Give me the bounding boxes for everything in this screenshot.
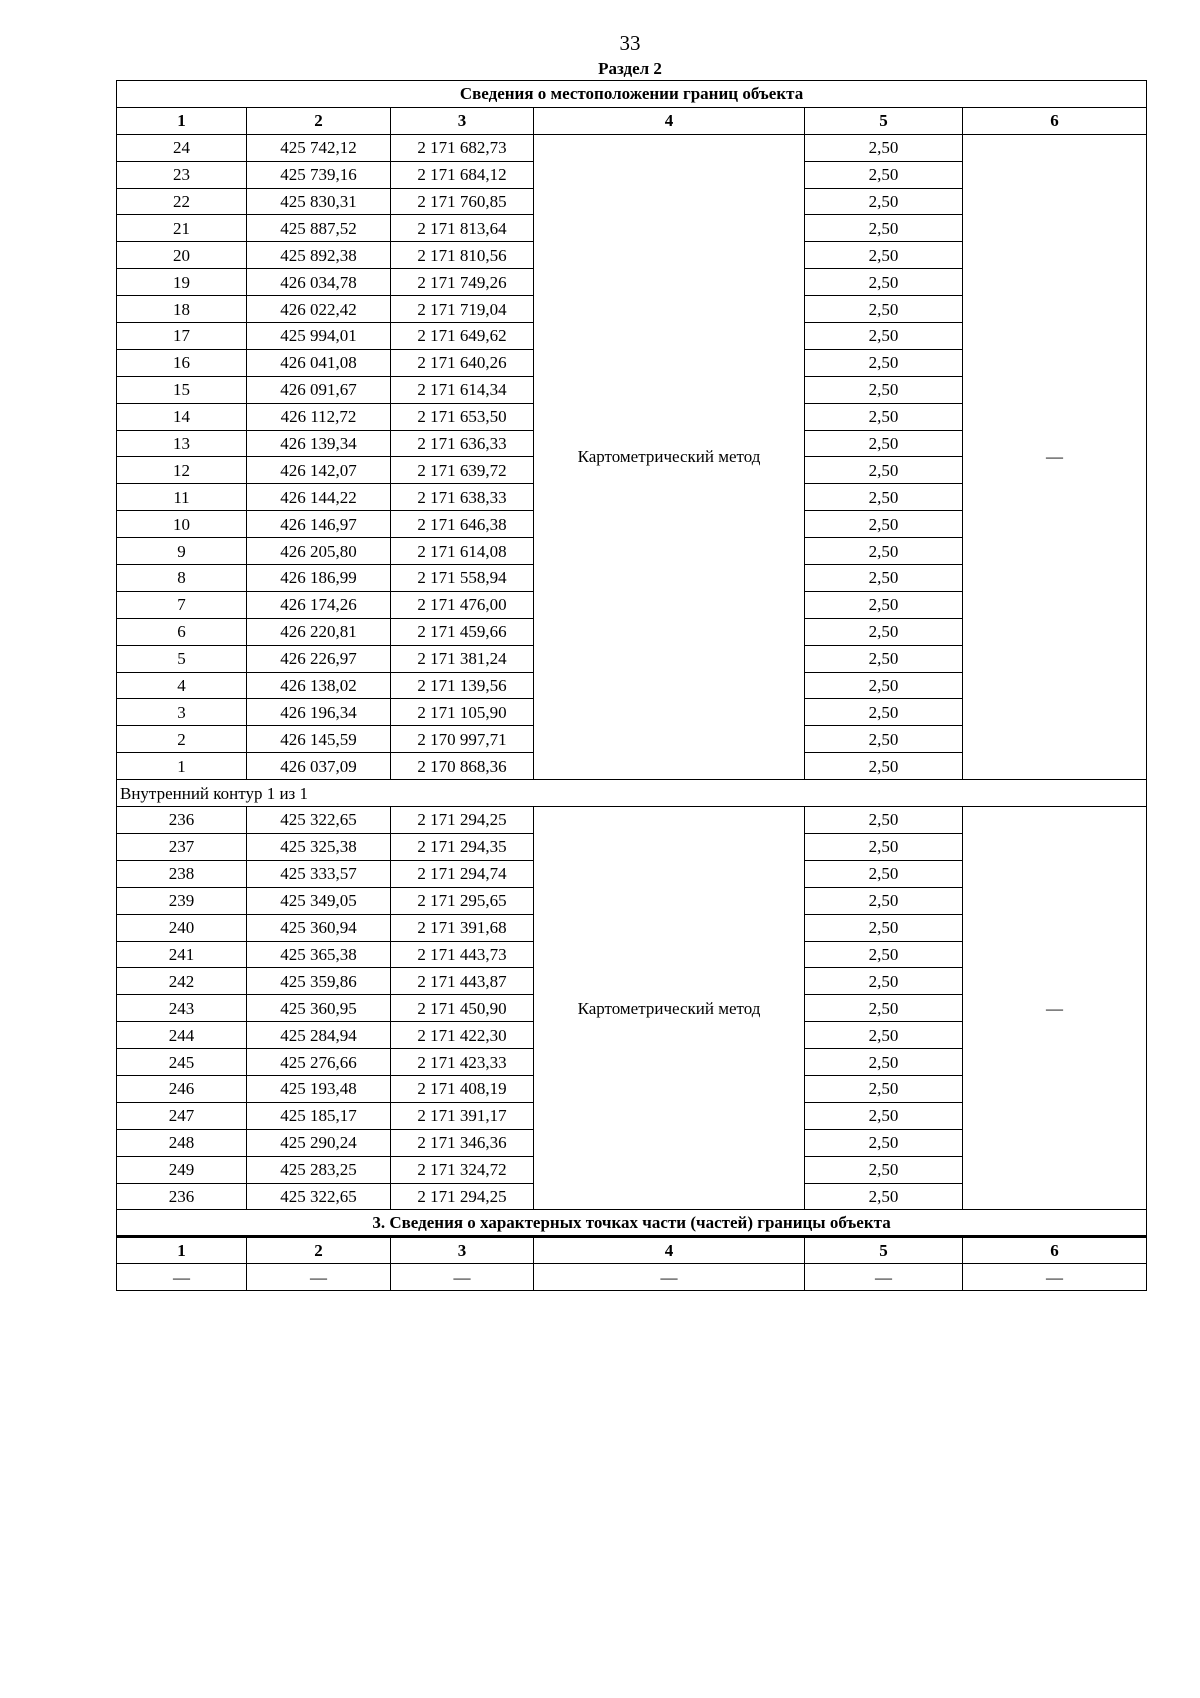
coordinate-y: 2 170 997,71 — [391, 726, 534, 753]
point-number: 14 — [117, 403, 247, 430]
point-number: 239 — [117, 887, 247, 914]
coordinate-x: 425 322,65 — [247, 1183, 391, 1210]
column-header: 5 — [805, 1237, 963, 1264]
point-number: 244 — [117, 1022, 247, 1049]
accuracy-value: 2,50 — [805, 618, 963, 645]
coordinate-x: 425 325,38 — [247, 833, 391, 860]
point-number: 2 — [117, 726, 247, 753]
coordinate-x: 425 333,57 — [247, 860, 391, 887]
coordinate-y: 2 171 422,30 — [391, 1022, 534, 1049]
accuracy-value: 2,50 — [805, 565, 963, 592]
coordinate-x: 425 322,65 — [247, 807, 391, 834]
point-number: 247 — [117, 1102, 247, 1129]
coordinate-y: 2 171 391,68 — [391, 914, 534, 941]
point-number: 18 — [117, 296, 247, 323]
column-header: 3 — [391, 107, 534, 134]
column-header: 6 — [963, 107, 1147, 134]
accuracy-value: 2,50 — [805, 699, 963, 726]
empty-cell: — — [805, 1264, 963, 1291]
point-number: 236 — [117, 1183, 247, 1210]
point-number: 5 — [117, 645, 247, 672]
table-row — [117, 134, 1147, 161]
coordinate-x: 426 146,97 — [247, 511, 391, 538]
accuracy-value: 2,50 — [805, 161, 963, 188]
coordinate-x: 426 112,72 — [247, 403, 391, 430]
accuracy-value: 2,50 — [805, 1156, 963, 1183]
coordinate-y: 2 171 639,72 — [391, 457, 534, 484]
coordinate-x: 426 037,09 — [247, 753, 391, 780]
point-number: 17 — [117, 323, 247, 350]
coordinate-x: 425 365,38 — [247, 941, 391, 968]
coordinate-x: 425 276,66 — [247, 1049, 391, 1076]
accuracy-value: 2,50 — [805, 591, 963, 618]
outer-contour-method: Картометрический метод — [534, 134, 805, 779]
column-header: 2 — [247, 107, 391, 134]
point-number: 241 — [117, 941, 247, 968]
section3-header-row — [117, 1237, 1147, 1264]
point-number: 10 — [117, 511, 247, 538]
accuracy-value: 2,50 — [805, 941, 963, 968]
accuracy-value: 2,50 — [805, 726, 963, 753]
coordinate-x: 425 360,94 — [247, 914, 391, 941]
coordinate-y: 2 171 614,34 — [391, 376, 534, 403]
accuracy-value: 2,50 — [805, 833, 963, 860]
column-header: 5 — [805, 107, 963, 134]
coordinate-y: 2 171 558,94 — [391, 565, 534, 592]
coordinate-y: 2 171 476,00 — [391, 591, 534, 618]
point-number: 245 — [117, 1049, 247, 1076]
accuracy-value: 2,50 — [805, 538, 963, 565]
accuracy-value: 2,50 — [805, 323, 963, 350]
inner-contour-row — [117, 780, 1147, 807]
coordinate-y: 2 171 443,87 — [391, 968, 534, 995]
coordinate-x: 426 041,08 — [247, 349, 391, 376]
coordinate-x: 425 892,38 — [247, 242, 391, 269]
table-row — [117, 807, 1147, 834]
accuracy-value: 2,50 — [805, 645, 963, 672]
accuracy-value: 2,50 — [805, 914, 963, 941]
coordinate-y: 2 171 408,19 — [391, 1075, 534, 1102]
column-header: 6 — [963, 1237, 1147, 1264]
coordinate-y: 2 171 682,73 — [391, 134, 534, 161]
coordinate-y: 2 171 105,90 — [391, 699, 534, 726]
column-header: 4 — [534, 1237, 805, 1264]
point-number: 248 — [117, 1129, 247, 1156]
inner-contour-label: Внутренний контур 1 из 1 — [117, 780, 1147, 807]
coordinate-x: 425 290,24 — [247, 1129, 391, 1156]
empty-cell: — — [247, 1264, 391, 1291]
coordinate-y: 2 171 653,50 — [391, 403, 534, 430]
coordinate-x: 425 284,94 — [247, 1022, 391, 1049]
column-header: 4 — [534, 107, 805, 134]
accuracy-value: 2,50 — [805, 1075, 963, 1102]
point-number: 20 — [117, 242, 247, 269]
coordinate-x: 426 205,80 — [247, 538, 391, 565]
point-number: 243 — [117, 995, 247, 1022]
outer-contour-col6: — — [963, 134, 1147, 779]
empty-cell: — — [963, 1264, 1147, 1291]
coordinate-x: 425 359,86 — [247, 968, 391, 995]
coordinate-x: 425 739,16 — [247, 161, 391, 188]
coordinate-x: 426 034,78 — [247, 269, 391, 296]
point-number: 240 — [117, 914, 247, 941]
accuracy-value: 2,50 — [805, 995, 963, 1022]
boundary-table — [116, 80, 1147, 1291]
point-number: 23 — [117, 161, 247, 188]
coordinate-y: 2 171 810,56 — [391, 242, 534, 269]
coordinate-x: 425 830,31 — [247, 188, 391, 215]
point-number: 246 — [117, 1075, 247, 1102]
point-number: 249 — [117, 1156, 247, 1183]
accuracy-value: 2,50 — [805, 1022, 963, 1049]
coordinate-y: 2 171 450,90 — [391, 995, 534, 1022]
point-number: 13 — [117, 430, 247, 457]
empty-cell: — — [391, 1264, 534, 1291]
coordinate-y: 2 171 638,33 — [391, 484, 534, 511]
coordinate-x: 426 138,02 — [247, 672, 391, 699]
accuracy-value: 2,50 — [805, 1183, 963, 1210]
table-title: Сведения о местоположении границ объекта — [117, 81, 1147, 108]
accuracy-value: 2,50 — [805, 269, 963, 296]
point-number: 21 — [117, 215, 247, 242]
point-number: 24 — [117, 134, 247, 161]
coordinate-y: 2 170 868,36 — [391, 753, 534, 780]
accuracy-value: 2,50 — [805, 807, 963, 834]
section-label: Раздел 2 — [598, 59, 662, 78]
coordinate-y: 2 171 684,12 — [391, 161, 534, 188]
point-number: 22 — [117, 188, 247, 215]
coordinate-x: 426 091,67 — [247, 376, 391, 403]
point-number: 6 — [117, 618, 247, 645]
table-title-row — [117, 81, 1147, 108]
accuracy-value: 2,50 — [805, 672, 963, 699]
accuracy-value: 2,50 — [805, 1102, 963, 1129]
accuracy-value: 2,50 — [805, 215, 963, 242]
coordinate-y: 2 171 139,56 — [391, 672, 534, 699]
coordinate-y: 2 171 640,26 — [391, 349, 534, 376]
point-number: 15 — [117, 376, 247, 403]
coordinate-y: 2 171 760,85 — [391, 188, 534, 215]
coordinate-x: 425 185,17 — [247, 1102, 391, 1129]
point-number: 1 — [117, 753, 247, 780]
coordinate-y: 2 171 346,36 — [391, 1129, 534, 1156]
coordinate-y: 2 171 614,08 — [391, 538, 534, 565]
coordinate-x: 426 022,42 — [247, 296, 391, 323]
coordinate-y: 2 171 459,66 — [391, 618, 534, 645]
coordinate-x: 425 349,05 — [247, 887, 391, 914]
coordinate-y: 2 171 646,38 — [391, 511, 534, 538]
accuracy-value: 2,50 — [805, 457, 963, 484]
accuracy-value: 2,50 — [805, 511, 963, 538]
accuracy-value: 2,50 — [805, 188, 963, 215]
coordinate-y: 2 171 294,35 — [391, 833, 534, 860]
coordinate-y: 2 171 294,25 — [391, 807, 534, 834]
column-header: 1 — [117, 1237, 247, 1264]
point-number: 16 — [117, 349, 247, 376]
accuracy-value: 2,50 — [805, 1049, 963, 1076]
coordinate-y: 2 171 423,33 — [391, 1049, 534, 1076]
coordinate-x: 425 742,12 — [247, 134, 391, 161]
column-header: 3 — [391, 1237, 534, 1264]
point-number: 236 — [117, 807, 247, 834]
section3-title-row — [117, 1210, 1147, 1237]
accuracy-value: 2,50 — [805, 968, 963, 995]
coordinate-x: 426 145,59 — [247, 726, 391, 753]
coordinate-y: 2 171 381,24 — [391, 645, 534, 672]
accuracy-value: 2,50 — [805, 430, 963, 457]
column-header-row — [117, 107, 1147, 134]
coordinate-y: 2 171 813,64 — [391, 215, 534, 242]
coordinate-x: 426 174,26 — [247, 591, 391, 618]
coordinate-y: 2 171 294,74 — [391, 860, 534, 887]
accuracy-value: 2,50 — [805, 403, 963, 430]
coordinate-x: 425 283,25 — [247, 1156, 391, 1183]
coordinate-x: 426 139,34 — [247, 430, 391, 457]
coordinate-x: 426 142,07 — [247, 457, 391, 484]
accuracy-value: 2,50 — [805, 860, 963, 887]
coordinate-x: 425 193,48 — [247, 1075, 391, 1102]
coordinate-x: 426 144,22 — [247, 484, 391, 511]
coordinate-y: 2 171 391,17 — [391, 1102, 534, 1129]
point-number: 238 — [117, 860, 247, 887]
coordinate-y: 2 171 636,33 — [391, 430, 534, 457]
coordinate-y: 2 171 649,62 — [391, 323, 534, 350]
point-number: 237 — [117, 833, 247, 860]
coordinate-x: 425 360,95 — [247, 995, 391, 1022]
coordinate-x: 425 994,01 — [247, 323, 391, 350]
coordinate-y: 2 171 443,73 — [391, 941, 534, 968]
coordinate-y: 2 171 719,04 — [391, 296, 534, 323]
accuracy-value: 2,50 — [805, 134, 963, 161]
column-header: 2 — [247, 1237, 391, 1264]
coordinate-x: 426 196,34 — [247, 699, 391, 726]
accuracy-value: 2,50 — [805, 1129, 963, 1156]
coordinate-y: 2 171 295,65 — [391, 887, 534, 914]
coordinate-y: 2 171 324,72 — [391, 1156, 534, 1183]
coordinate-x: 426 186,99 — [247, 565, 391, 592]
accuracy-value: 2,50 — [805, 296, 963, 323]
accuracy-value: 2,50 — [805, 484, 963, 511]
point-number: 11 — [117, 484, 247, 511]
coordinate-y: 2 171 749,26 — [391, 269, 534, 296]
accuracy-value: 2,50 — [805, 753, 963, 780]
accuracy-value: 2,50 — [805, 887, 963, 914]
column-header: 1 — [117, 107, 247, 134]
point-number: 19 — [117, 269, 247, 296]
coordinate-y: 2 171 294,25 — [391, 1183, 534, 1210]
point-number: 12 — [117, 457, 247, 484]
empty-cell: — — [117, 1264, 247, 1291]
section3-title: 3. Сведения о характерных точках части (частей) границы объекта — [117, 1210, 1147, 1237]
point-number: 8 — [117, 565, 247, 592]
inner-contour-col6: — — [963, 807, 1147, 1210]
accuracy-value: 2,50 — [805, 376, 963, 403]
point-number: 7 — [117, 591, 247, 618]
page-number: 33 — [619, 31, 641, 55]
point-number: 3 — [117, 699, 247, 726]
section3-empty-row — [117, 1264, 1147, 1291]
empty-cell: — — [534, 1264, 805, 1291]
inner-contour-method: Картометрический метод — [534, 807, 805, 1210]
coordinate-x: 425 887,52 — [247, 215, 391, 242]
point-number: 242 — [117, 968, 247, 995]
point-number: 9 — [117, 538, 247, 565]
coordinate-x: 426 226,97 — [247, 645, 391, 672]
accuracy-value: 2,50 — [805, 349, 963, 376]
coordinate-x: 426 220,81 — [247, 618, 391, 645]
accuracy-value: 2,50 — [805, 242, 963, 269]
point-number: 4 — [117, 672, 247, 699]
